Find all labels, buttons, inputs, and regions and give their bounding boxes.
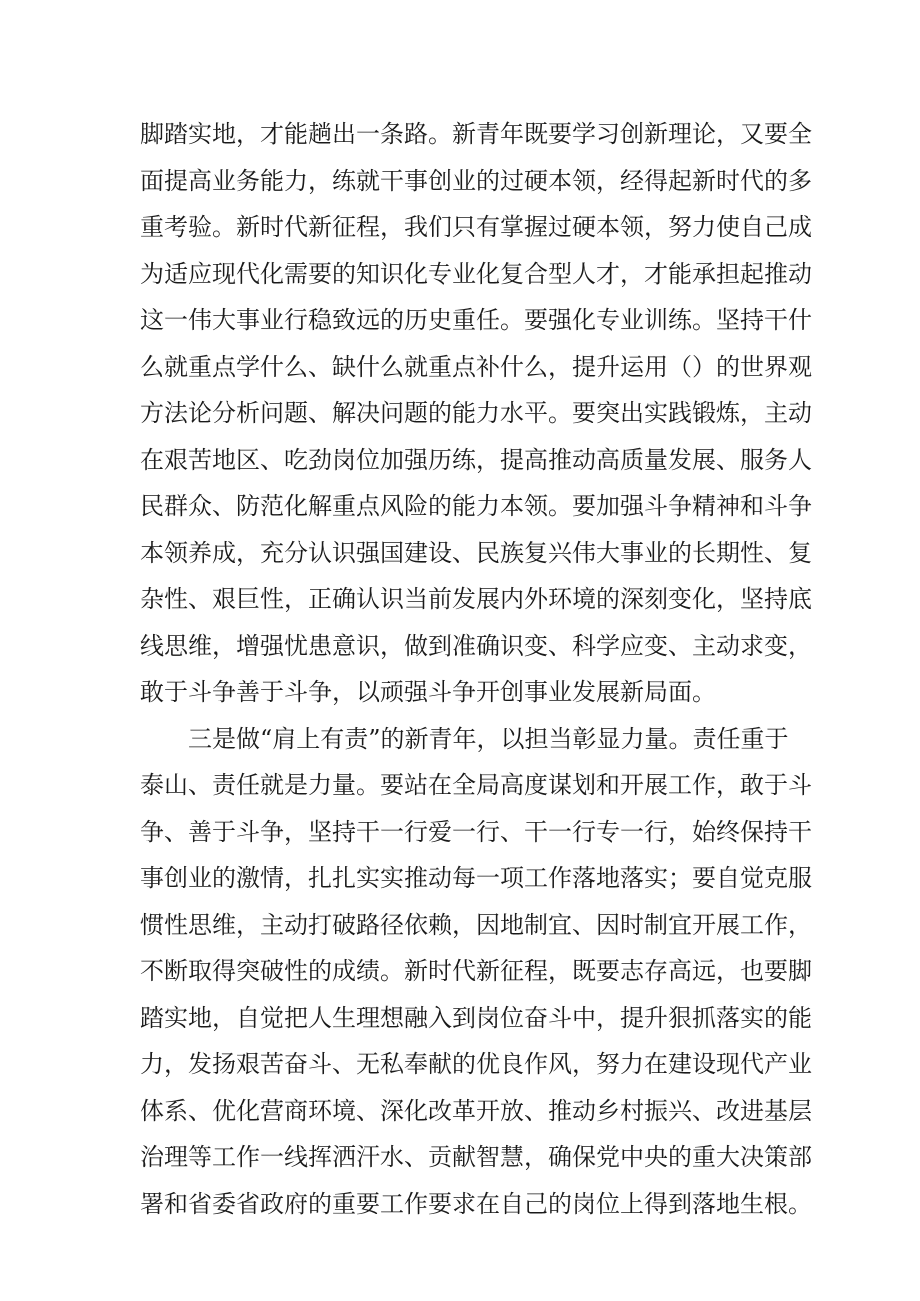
text-line: 事创业的激情，扎扎实实推动每一项工作落地落实；要自觉克服 — [140, 864, 812, 892]
text-line: 争、善于斗争，坚持干一行爱一行、干一行专一行，始终保持干 — [140, 817, 812, 846]
text-line: 线思维，增强忧患意识，做到准确识变、科学应变、主动求变， — [140, 631, 812, 660]
paragraph-end-line: 敢于斗争善于斗争，以顽强斗争开创事业发展新局面。 — [140, 678, 716, 706]
text-line: 踏实地，自觉把人生理想融入到岗位奋斗中，提升狠抓落实的能 — [140, 1003, 812, 1032]
text-line: 方法论分析问题、解决问题的能力水平。要突出实践锻炼，主动 — [140, 399, 812, 427]
text-line: 惯性思维，主动打破路径依赖，因地制宜、因时制宜开展工作， — [140, 910, 812, 939]
text-line: 体系、优化营商环境、深化改革开放、推动乡村振兴、改进基层 — [140, 1096, 812, 1125]
text-line: 为适应现代化需要的知识化专业化复合型人才，才能承担起推动 — [140, 259, 812, 288]
paragraph-start-line: 三是做“肩上有责”的新青年，以担当彰显力量。责任重于 — [188, 724, 789, 753]
text-line: 民群众、防范化解重点风险的能力本领。要加强斗争精神和斗争 — [140, 492, 812, 520]
text-line: 不断取得突破性的成绩。新时代新征程，既要志存高远，也要脚 — [140, 957, 812, 985]
text-line: 这一伟大事业行稳致远的历史重任。要强化专业训练。坚持干什 — [140, 306, 812, 334]
text-line: 力，发扬艰苦奋斗、无私奉献的优良作风，努力在建设现代产业 — [140, 1050, 812, 1078]
text-line: 面提高业务能力，练就干事创业的过硬本领，经得起新时代的多 — [140, 166, 812, 195]
text-line: 本领养成，充分认识强国建设、民族复兴伟大事业的长期性、复 — [140, 538, 812, 567]
text-line: 脚踏实地，才能趟出一条路。新青年既要学习创新理论，又要全 — [140, 120, 812, 148]
text-line: 署和省委省政府的重要工作要求在自己的岗位上得到落地生根。 — [140, 1189, 812, 1218]
document-page — [140, 111, 812, 1227]
text-line: 重考验。新时代新征程，我们只有掌握过硬本领，努力使自己成 — [140, 213, 812, 241]
text-line: 泰山、责任就是力量。要站在全局高度谋划和开展工作，敢于斗 — [140, 771, 812, 799]
text-line: 杂性、艰巨性，正确认识当前发展内外环境的深刻变化，坚持底 — [140, 585, 812, 613]
text-line: 么就重点学什么、缺什么就重点补什么，提升运用（）的世界观 — [140, 352, 812, 381]
text-line: 治理等工作一线挥洒汗水、贡献智慧，确保党中央的重大决策部 — [140, 1143, 812, 1171]
text-line: 在艰苦地区、吃劲岗位加强历练，提高推动高质量发展、服务人 — [140, 445, 812, 474]
